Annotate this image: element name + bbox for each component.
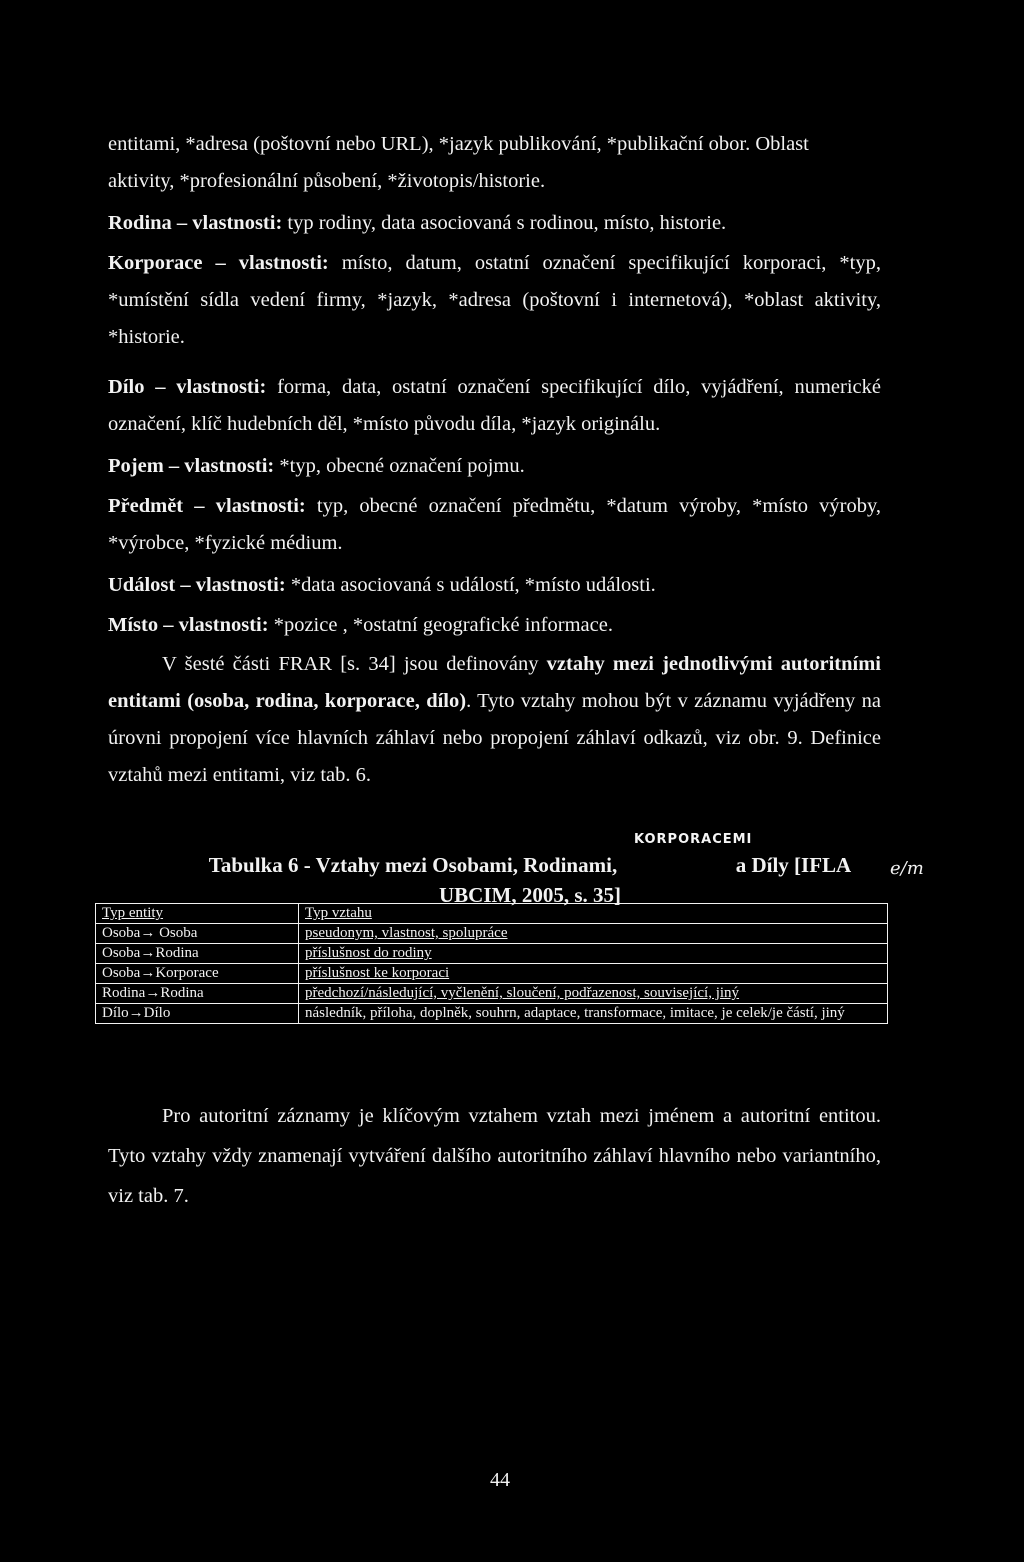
handwritten-correction: KORPORACEMI [634, 832, 753, 847]
entity-cell: Osoba→ Osoba [96, 924, 299, 944]
entity-term: Dílo – vlastnosti: [108, 376, 267, 398]
table-row [96, 964, 888, 984]
relations-table [95, 903, 888, 1024]
entity-text: forma, data, ostatní označení specifikující dílo, vyjádření, numerické označení, klíč hudebních děl, *místo původu díla, *jazyk originálu. [108, 376, 881, 435]
table-header-row [96, 904, 888, 924]
entity-text: typ rodiny, data asociovaná s rodinou, místo, historie. [282, 212, 727, 234]
relations-paragraph [108, 646, 881, 794]
caption-line-1b: a Díly [IFLA [735, 853, 852, 877]
relation-cell: následník, příloha, doplněk, souhrn, adaptace, transformace, imitace, je celek/je částí, jiný [299, 1004, 888, 1024]
margin-scribble: e/m [890, 858, 924, 879]
relation-cell: příslušnost do rodiny [299, 944, 888, 964]
intro-paragraph [108, 126, 881, 200]
entity-udalost [108, 567, 881, 604]
entity-predmet [108, 488, 881, 562]
relation-cell: předchozí/následující, vyčlenění, sloučení, podřazenost, související, jiný [299, 984, 888, 1004]
relation-cell: příslušnost ke korporaci [299, 964, 888, 984]
entity-term: Korporace – vlastnosti: [108, 252, 329, 274]
relations-text-1: V šesté části FRAR [s. 34] jsou definovány [162, 653, 547, 675]
entity-cell: Dílo→Dílo [96, 1004, 299, 1024]
header-relation-type: Typ vztahu [299, 904, 888, 924]
intro-line-1: entitami, *adresa (poštovní nebo URL), *jazyk publikování, *publikační obor. Oblast [108, 133, 809, 155]
closing-paragraph: Pro autoritní záznamy je klíčovým vztahem vztah mezi jménem a autoritní entitou. Tyto vztahy vždy znamenají vytváření dalšího autoritního záhlaví hlavního nebo variantního, viz tab. 7. [108, 1105, 881, 1207]
entity-pojem [108, 448, 881, 485]
table-row [96, 1004, 888, 1024]
entity-cell: Osoba→Rodina [96, 944, 299, 964]
entity-term: Událost – vlastnosti: [108, 574, 286, 596]
relations-bold-text: vztahy mezi jednotlivými autoritními entitami (osoba, rodina, korporace, dílo) [108, 653, 881, 712]
caption-line-2: UBCIM, 2005, s. 35] [439, 883, 621, 907]
entity-term: Místo – vlastnosti: [108, 614, 269, 636]
table-row [96, 924, 888, 944]
entity-cell: Rodina→Rodina [96, 984, 299, 1004]
relations-text-2: . Tyto vztahy mohou být v záznamu vyjádřeny na úrovni propojení více hlavních záhlaví nebo propojení záhlaví odkazů, viz obr. 9. Definice vztahů mezi entitami, viz tab. 6. [108, 690, 881, 786]
entity-term: Rodina – vlastnosti: [108, 212, 283, 234]
relation-cell: pseudonym, vlastnost, spolupráce [299, 924, 888, 944]
table-row [96, 944, 888, 964]
page-number: 44 [490, 1469, 510, 1491]
entity-term: Pojem – vlastnosti: [108, 455, 275, 477]
intro-line-2: aktivity, *profesionální působení, *životopis/historie. [108, 170, 546, 192]
table-caption [180, 850, 880, 910]
entity-term: Předmět – vlastnosti: [108, 495, 306, 517]
entity-text: *data asociovaná s událostí, *místo události. [285, 574, 656, 596]
entity-korporace [108, 245, 881, 356]
entity-text: typ, obecné označení předmětu, *datum výroby, *místo výroby, *výrobce, *fyzické médium. [108, 495, 882, 554]
header-entity-type: Typ entity [96, 904, 299, 924]
entity-dilo [108, 369, 881, 443]
entity-cell: Osoba→Korporace [96, 964, 299, 984]
entity-misto [108, 607, 881, 644]
entity-text: *typ, obecné označení pojmu. [274, 455, 525, 477]
entity-text: *pozice , *ostatní geografické informace. [268, 614, 613, 636]
caption-line-1a: Tabulka 6 - Vztahy mezi Osobami, Rodinami, [208, 853, 618, 877]
entity-text: místo, datum, ostatní označení specifikující korporaci, *typ, *umístění sídla vedení firmy, *jazyk, *adresa (poštovní i internetová), *oblast aktivity, *historie. [108, 252, 881, 348]
entity-rodina [108, 205, 881, 242]
table-row [96, 984, 888, 1004]
